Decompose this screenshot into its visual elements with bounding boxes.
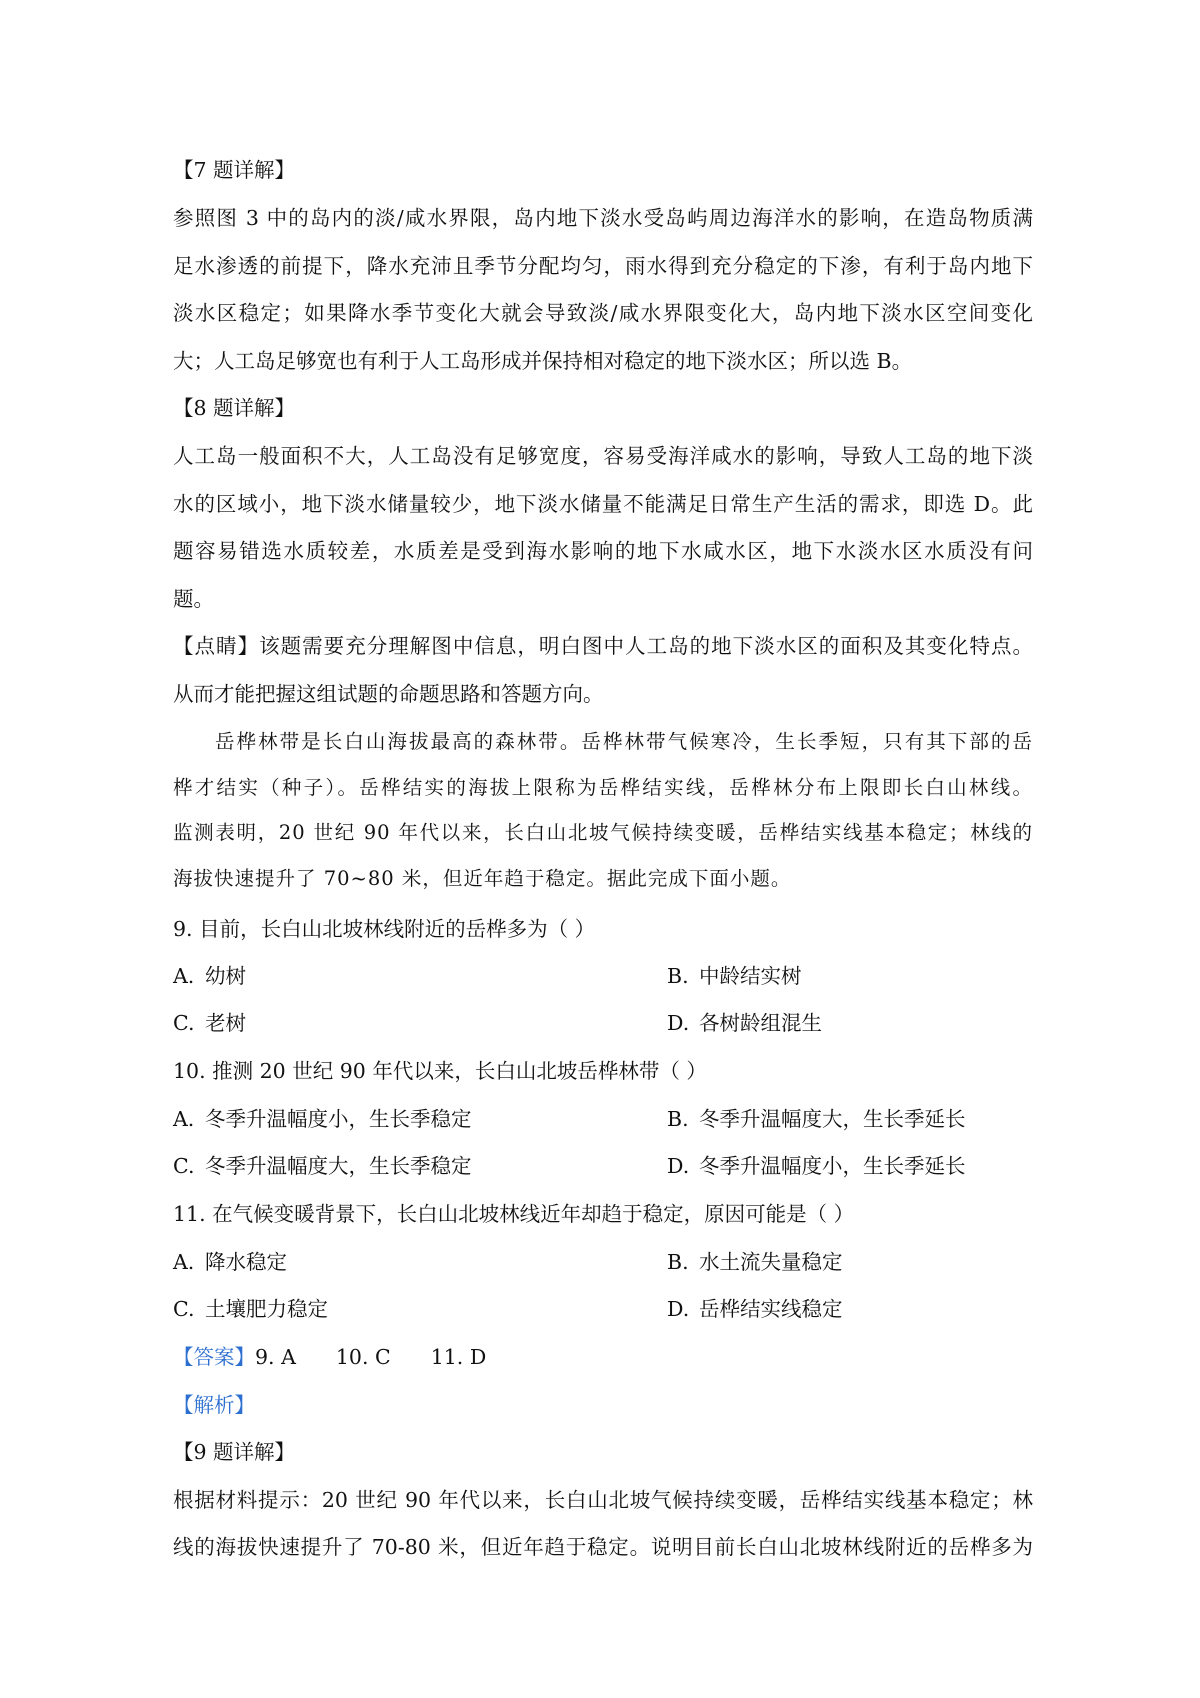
option-letter: B. <box>667 964 689 988</box>
option-text: 中龄结实树 <box>699 964 802 988</box>
question-9-option-a <box>173 962 246 990</box>
answer-line <box>173 1343 1033 1371</box>
question-10-option-b <box>667 1105 966 1133</box>
q9-detail-line-1: 根据材料提示：20 世纪 90 年代以来，长白山北坡气候持续变暖，岳桦结实线基本稳定；林 <box>173 1488 1033 1512</box>
q9-detail-heading: 【9 题详解】 <box>173 1440 296 1464</box>
option-text: 水土流失量稳定 <box>699 1250 843 1274</box>
question-9-option-d <box>667 1009 822 1037</box>
question-9-option-c <box>173 1009 246 1037</box>
option-letter: D. <box>667 1297 690 1321</box>
question-10-option-a <box>173 1105 472 1133</box>
question-10-stem: 10. 推测 20 世纪 90 年代以来，长白山北坡岳桦林带（ ） <box>173 1059 707 1083</box>
q8-detail-line-2: 水的区域小，地下淡水储量较少，地下淡水储量不能满足日常生产生活的需求，即选 D。此 <box>173 492 1033 516</box>
option-letter: B. <box>667 1107 689 1131</box>
option-text: 幼树 <box>205 964 246 988</box>
option-letter: A. <box>173 1107 195 1131</box>
q8-detail-heading: 【8 题详解】 <box>173 396 296 420</box>
q7-detail-heading: 【7 题详解】 <box>173 158 296 182</box>
question-11-stem: 11. 在气候变暖背景下，长白山北坡林线近年却趋于稳定，原因可能是（ ） <box>173 1202 855 1226</box>
answer-item-9: 9. A <box>255 1345 296 1369</box>
passage-line-2: 桦才结实（种子）。岳桦结实的海拔上限称为岳桦结实线，岳桦林分布上限即长白山林线。 <box>173 776 1033 799</box>
question-11-option-b <box>667 1248 843 1276</box>
question-11-option-d <box>667 1295 843 1323</box>
q8-detail-line-4: 题。 <box>173 587 214 611</box>
question-9-option-b <box>667 962 802 990</box>
passage-line-4: 海拔快速提升了 70~80 米，但近年趋于稳定。据此完成下面小题。 <box>173 867 792 890</box>
option-text: 岳桦结实线稳定 <box>699 1297 843 1321</box>
option-letter: C. <box>173 1154 195 1178</box>
dianjing-line-2: 从而才能把握这组试题的命题思路和答题方向。 <box>173 682 604 706</box>
answer-item-11: 11. D <box>430 1345 487 1369</box>
question-11-option-a <box>173 1248 287 1276</box>
option-letter: C. <box>173 1011 195 1035</box>
q7-detail-line-1: 参照图 3 中的岛内的淡/咸水界限，岛内地下淡水受岛屿周边海洋水的影响，在造岛物质满 <box>173 206 1033 230</box>
q8-detail-line-1: 人工岛一般面积不大，人工岛没有足够宽度，容易受海洋咸水的影响，导致人工岛的地下淡 <box>173 444 1033 468</box>
question-10-option-d <box>667 1152 966 1180</box>
question-10-option-c <box>173 1152 472 1180</box>
passage-line-3: 监测表明，20 世纪 90 年代以来，长白山北坡气候持续变暖，岳桦结实线基本稳定；林线的 <box>173 821 1033 844</box>
option-letter: D. <box>667 1011 690 1035</box>
answer-item-10: 10. C <box>335 1345 391 1369</box>
q8-detail-line-3: 题容易错选水质较差，水质差是受到海水影响的地下水咸水区，地下水淡水区水质没有问 <box>173 539 1033 563</box>
analysis-label: 【解析】 <box>173 1393 255 1417</box>
option-letter: A. <box>173 1250 195 1274</box>
option-letter: A. <box>173 964 195 988</box>
option-text: 冬季升温幅度大，生长季延长 <box>699 1107 966 1131</box>
option-letter: B. <box>667 1250 689 1274</box>
option-text: 冬季升温幅度小，生长季稳定 <box>205 1107 472 1131</box>
option-letter: D. <box>667 1154 690 1178</box>
q7-detail-line-2: 足水渗透的前提下，降水充沛且季节分配均匀，雨水得到充分稳定的下渗，有利于岛内地下 <box>173 254 1033 278</box>
dianjing-line-1: 【点睛】该题需要充分理解图中信息，明白图中人工岛的地下淡水区的面积及其变化特点。 <box>173 634 1033 658</box>
option-text: 降水稳定 <box>205 1250 287 1274</box>
question-11-option-c <box>173 1295 328 1323</box>
q9-detail-line-2: 线的海拔快速提升了 70-80 米，但近年趋于稳定。说明目前长白山北坡林线附近的岳桦多为 <box>173 1535 1033 1559</box>
answer-label: 【答案】 <box>173 1345 255 1369</box>
option-text: 冬季升温幅度大，生长季稳定 <box>205 1154 472 1178</box>
q7-detail-line-4: 大；人工岛足够宽也有利于人工岛形成并保持相对稳定的地下淡水区；所以选 B。 <box>173 349 913 373</box>
option-text: 冬季升温幅度小，生长季延长 <box>699 1154 966 1178</box>
option-text: 各树龄组混生 <box>699 1011 822 1035</box>
q7-detail-line-3: 淡水区稳定；如果降水季节变化大就会导致淡/咸水界限变化大，岛内地下淡水区空间变化 <box>173 301 1033 325</box>
question-9-stem: 9. 目前，长白山北坡林线附近的岳桦多为（ ） <box>173 917 596 941</box>
option-letter: C. <box>173 1297 195 1321</box>
option-text: 土壤肥力稳定 <box>205 1297 328 1321</box>
option-text: 老树 <box>205 1011 246 1035</box>
passage-line-1: 岳桦林带是长白山海拔最高的森林带。岳桦林带气候寒冷，生长季短，只有其下部的岳 <box>215 730 1033 753</box>
